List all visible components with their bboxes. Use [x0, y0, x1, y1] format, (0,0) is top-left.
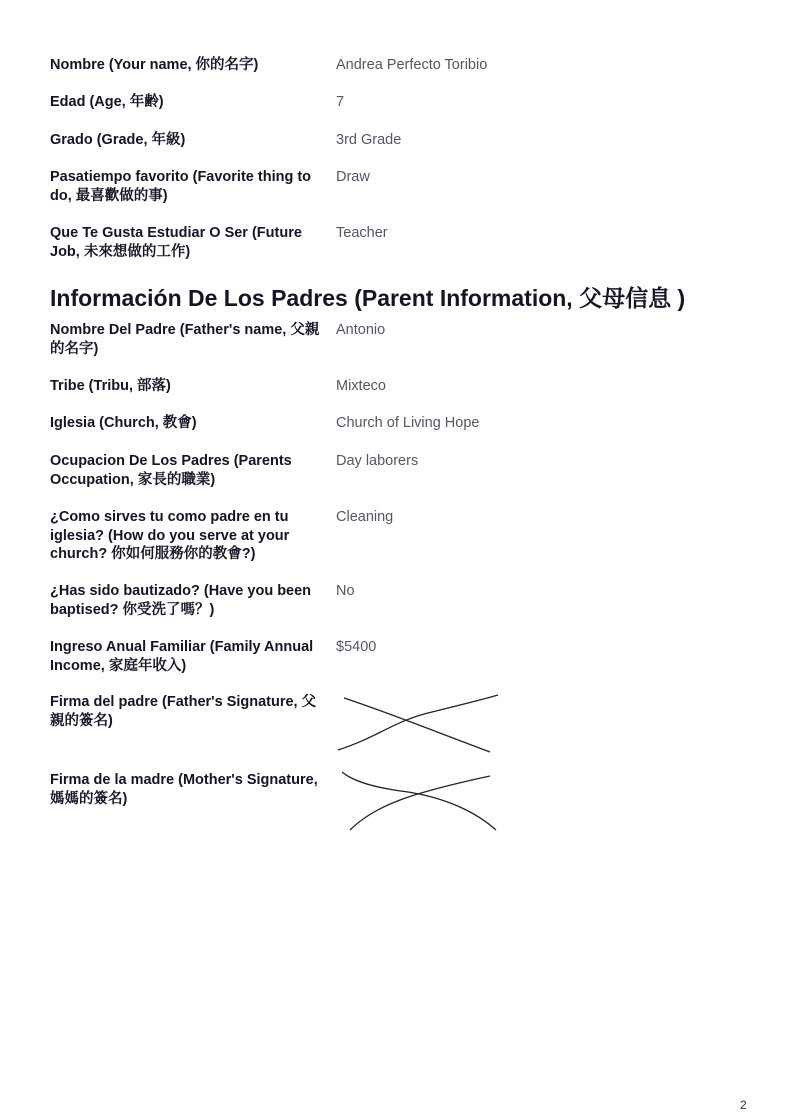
- father-name-value: Antonio: [336, 322, 386, 338]
- age-label: Edad (Age, 年齢): [50, 94, 164, 110]
- hobby-label: Pasatiempo favorito (Favorite thing to do, 最喜歡做的事): [50, 169, 312, 204]
- occupation-label: Ocupacion De Los Padres (Parents Occupation, 家長的職業): [50, 453, 292, 488]
- parent-info-heading: Información De Los Padres (Parent Information, 父母信息 ): [50, 285, 686, 311]
- father-signature-mark: [336, 690, 502, 754]
- church-label: Iglesia (Church, 教會): [50, 415, 197, 431]
- tribe-value: Mixteco: [336, 378, 386, 394]
- future-job-label: Que Te Gusta Estudiar O Ser (Future Job, 未來想做的工作): [50, 225, 302, 260]
- name-value: Andrea Perfecto Toribio: [336, 57, 488, 73]
- father-name-label: Nombre Del Padre (Father's name, 父親的名字): [50, 322, 320, 357]
- income-label: Ingreso Anual Familiar (Family Annual Income, 家庭年收入): [50, 639, 314, 674]
- name-label: Nombre (Your name, 你的名字): [50, 57, 259, 73]
- future-job-value: Teacher: [336, 225, 388, 241]
- mother-signature-mark: [336, 768, 502, 832]
- grade-label: Grado (Grade, 年級): [50, 132, 186, 148]
- hobby-value: Draw: [336, 169, 370, 185]
- baptised-value: No: [336, 583, 355, 599]
- occupation-value: Day laborers: [336, 453, 419, 469]
- income-value: $5400: [336, 639, 377, 655]
- age-value: 7: [336, 94, 345, 110]
- grade-value: 3rd Grade: [336, 132, 402, 148]
- church-service-value: Cleaning: [336, 509, 394, 525]
- mother-signature-label: Firma de la madre (Mother's Signature, 媽媽的簽名): [50, 772, 318, 807]
- baptised-label: ¿Has sido bautizado? (Have you been baptised? 你受洗了嗎？): [50, 583, 312, 618]
- church-service-label: ¿Como sirves tu como padre en tu iglesia? (How do you serve at your church? 你如何服務你的教會?): [50, 509, 290, 562]
- page-number: 2: [740, 1098, 747, 1112]
- tribe-label: Tribe (Tribu, 部落): [50, 378, 171, 394]
- church-value: Church of Living Hope: [336, 415, 480, 431]
- father-signature-label: Firma del padre (Father's Signature, 父親的簽名): [50, 694, 317, 729]
